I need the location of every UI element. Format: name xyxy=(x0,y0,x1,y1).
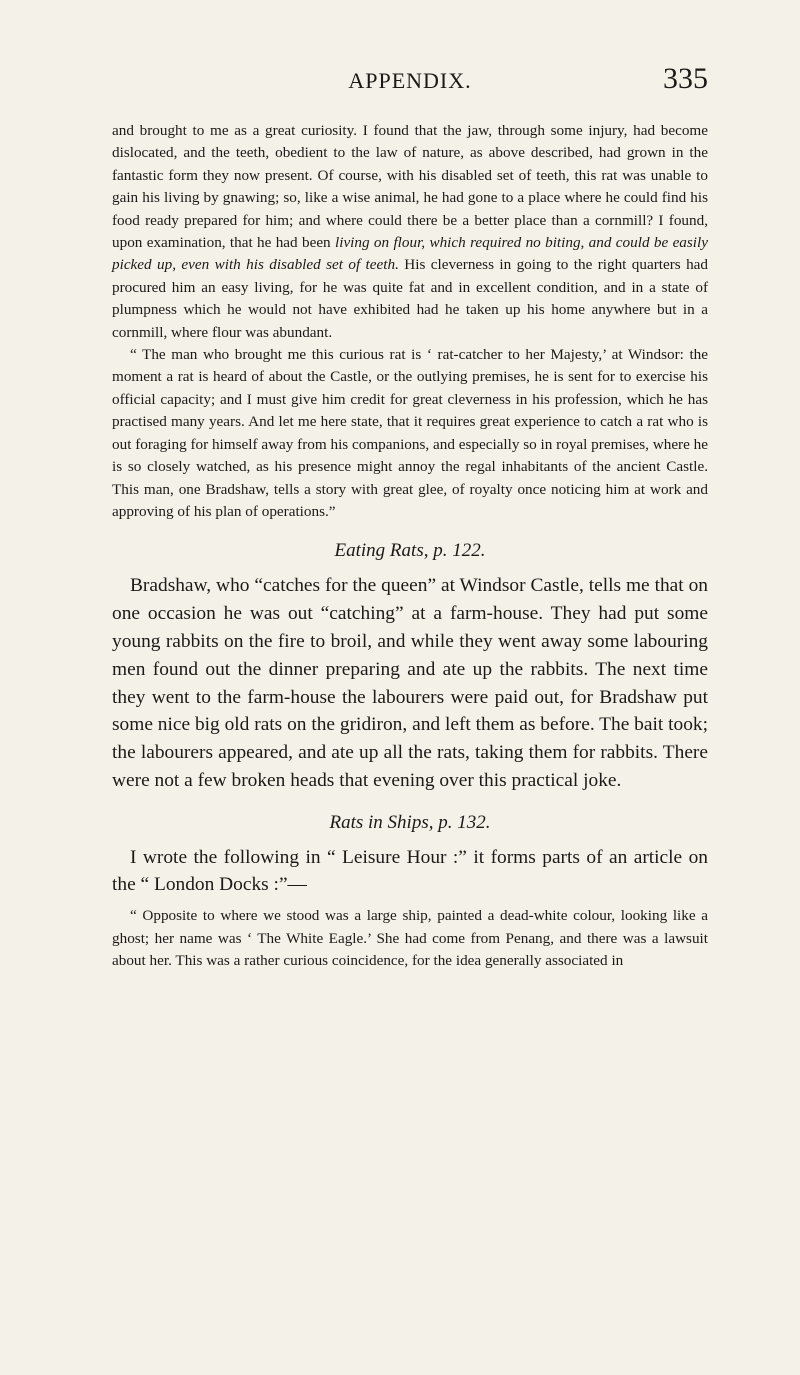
section-eating-rats xyxy=(112,572,708,794)
continued-text xyxy=(112,120,708,523)
page-body xyxy=(112,120,708,973)
page-number: 335 xyxy=(663,62,708,95)
paragraph-text: His cleverness in going to the right quarters had procured him an easy living, for he was quite fat and in excellent condition, and in a state of plumpness which he would not have exhibited had he taken up his home anywhere but in a cornmill, where flour was abundant. xyxy=(112,256,708,341)
section-heading-rats-in-ships: Rats in Ships, p. 132. xyxy=(329,811,491,833)
paragraph: Bradshaw, who “catches for the queen” at Windsor Castle, tells me that on one occasion he was out “catching” at a farm-house. They had put some young rabbits on the fire to broil, and while they went away some labouring men found out the dinner preparing and ate up the rabbits. The next time they went to the farm-house the labourers were paid out, for Bradshaw put some nice big old rats on the gridiron, and left them as before. The bait took; the labourers appeared, and ate up all the rats, taking them for rabbits. There were not a few broken heads that evening over this practical joke. xyxy=(112,575,708,791)
section-heading-eating-rats: Eating Rats, p. 122. xyxy=(334,540,486,562)
quote-paragraph: “ Opposite to where we stood was a large ship, painted a dead-white colour, looking like a ghost; her name was ‘ The White Eagle.’ She had come from Penang, and there was a lawsuit about her. This was a rather curious coincidence, for the idea generally associated in xyxy=(112,907,708,970)
paragraph xyxy=(112,120,708,344)
running-head xyxy=(112,62,708,108)
italic-emphasis: living on flour, which required no biting, and could be easily picked up, even with his disabled set of teeth. xyxy=(112,234,708,274)
section-rats-in-ships xyxy=(112,844,708,900)
running-head-title: APPENDIX. xyxy=(348,68,472,93)
paragraph: “ The man who brought me this curious rat is ‘ rat-catcher to her Majesty,’ at Windsor: the moment a rat is heard of about the Castle, or the outlying premises, he is sent for to exercise his official capacity; and I must give him credit for great cleverness in his profession, which he has practised many years. And let me here state, that it requires great experience to catch a rat who is out foraging for himself away from his companions, and especially so in royal premises, where he is so closely watched, as his presence might annoy the regal inhabitants of the ancient Castle. This man, one Bradshaw, tells a story with great glee, of royalty once noticing him at work and approving of his plan of operations.” xyxy=(112,346,708,520)
block-quote xyxy=(112,905,708,972)
paragraph: I wrote the following in “ Leisure Hour :” it forms parts of an article on the “ London Docks :”— xyxy=(112,846,708,896)
paragraph-text: and brought to me as a great curiosity. I found that the jaw, through some injury, had become dislocated, and the teeth, obedient to the law of nature, as above described, had grown in the fantastic form they now present. Of course, with his disabled set of teeth, this rat was unable to gain his living by gnawing; so, like a wise animal, he had gone to a place where he could find his food ready prepared for him; and where could there be a better place than a cornmill? I found, upon examination, that he had been xyxy=(112,122,708,252)
